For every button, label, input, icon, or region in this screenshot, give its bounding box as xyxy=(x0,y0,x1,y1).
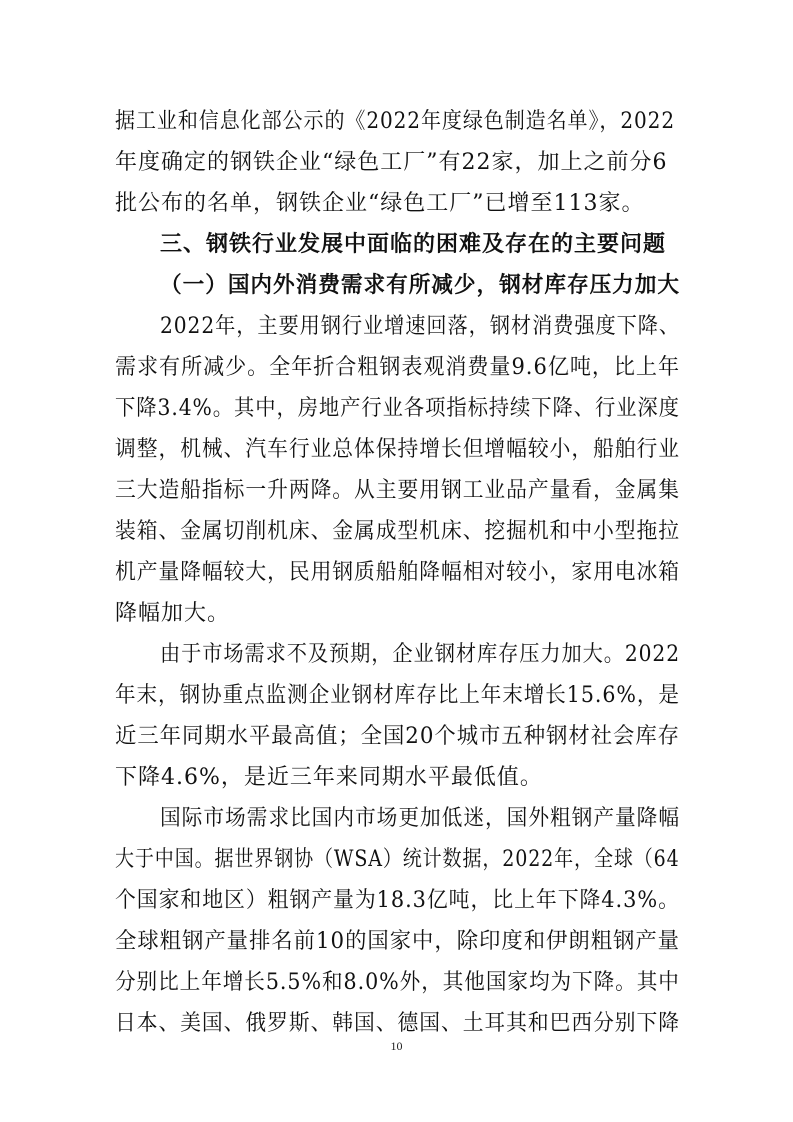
body-text-line: 调整，机械、汽车行业总体保持增长但增幅较小，船舶行业 xyxy=(115,437,681,462)
body-text-line: 下降4.6%，是近三年来同期水平最低值。 xyxy=(115,765,543,790)
body-text-line: 机产量降幅较大，民用钢质船舶降幅相对较小，家用电冰箱 xyxy=(115,560,681,585)
body-text-line: 年度确定的钢铁企业“绿色工厂”有22家，加上之前分6 xyxy=(115,150,668,175)
body-text-line: 降幅加大。 xyxy=(115,601,231,626)
body-text-line: 由于市场需求不及预期，企业钢材库存压力加大。2022 xyxy=(160,642,680,667)
page-number: 10 xyxy=(390,1039,403,1053)
body-text-line: 近三年同期水平最高值；全国20个城市五种钢材社会库存 xyxy=(115,724,681,749)
section-heading: 三、钢铁行业发展中面临的困难及存在的主要问题 xyxy=(160,232,667,257)
body-text-line: 下降3.4%。其中，房地产行业各项指标持续下降、行业深度 xyxy=(115,396,680,421)
body-text-line: 分别比上年增长5.5%和8.0%外，其他国家均为下降。其中 xyxy=(115,970,680,995)
body-text-line: 装箱、金属切削机床、金属成型机床、挖掘机和中小型拖拉 xyxy=(115,519,681,544)
body-text-line: 国际市场需求比国内市场更加低迷，国外粗钢产量降幅 xyxy=(160,806,680,831)
body-text-line: 全球粗钢产量排名前10的国家中，除印度和伊朗粗钢产量 xyxy=(115,929,681,954)
body-text-line: 个国家和地区）粗钢产量为18.3亿吨，比上年下降4.3%。 xyxy=(115,888,680,913)
body-text-line: 三大造船指标一升两降。从主要用钢工业品产量看，金属集 xyxy=(115,478,681,503)
body-text-line: 大于中国。据世界钢协（WSA）统计数据，2022年，全球（64 xyxy=(115,847,680,872)
subsection-heading: （一）国内外消费需求有所减少，钢材库存压力加大 xyxy=(160,273,681,298)
body-text-line: 据工业和信息化部公示的《2022年度绿色制造名单》，2022 xyxy=(115,109,676,134)
body-text-line: 年末，钢协重点监测企业钢材库存比上年末增长15.6%，是 xyxy=(115,683,680,708)
body-text-line: 2022年，主要用钢行业增速回落，钢材消费强度下降、 xyxy=(160,314,680,339)
body-text-line: 日本、美国、俄罗斯、韩国、德国、土耳其和巴西分别下降 xyxy=(115,1011,681,1036)
body-text-line: 需求有所减少。全年折合粗钢表观消费量9.6亿吨，比上年 xyxy=(115,355,680,380)
body-text-line: 批公布的名单，钢铁企业“绿色工厂”已增至113家。 xyxy=(115,191,645,216)
